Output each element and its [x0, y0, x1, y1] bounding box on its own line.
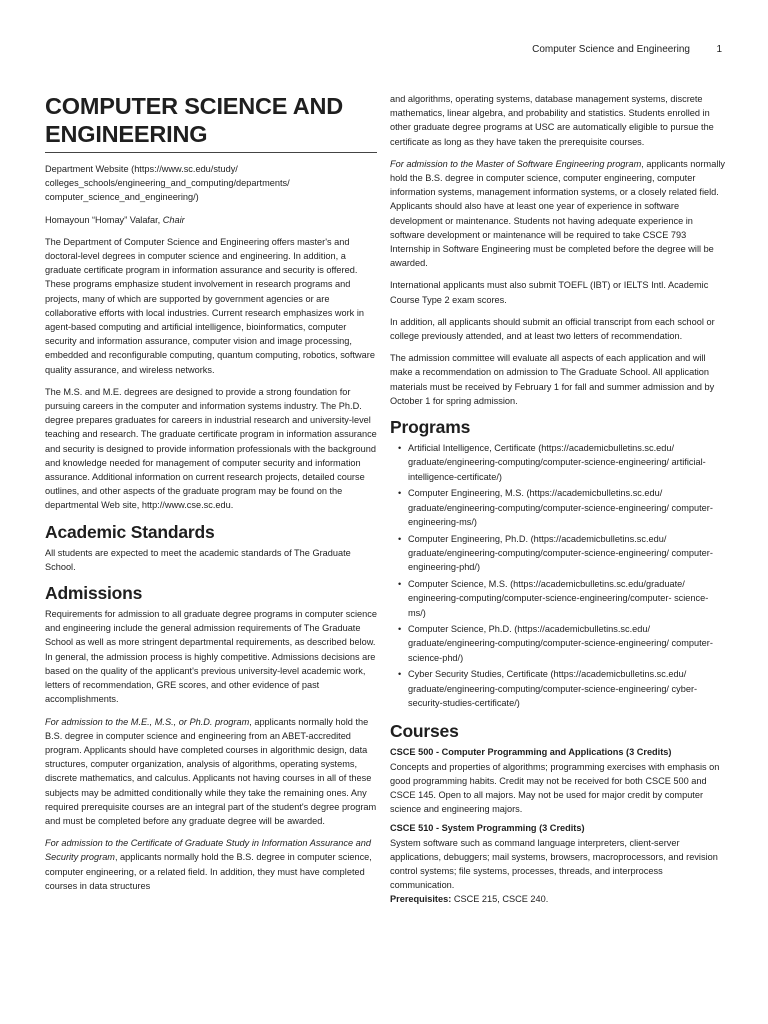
committee-paragraph: The admission committee will evaluate all aspects of each application and will make a recommendation on admission to The Graduate School. All application materials must be received by February 1 for fall and summer admission and by October 1 for spring admission. [390, 353, 715, 406]
page-number: 1 [716, 44, 722, 55]
bullet-icon: • [398, 533, 402, 544]
international-paragraph: International applicants must also submit TOEFL (IBT) or IELTS Intl. Academic Course Type 2 exam scores. [390, 280, 709, 305]
academic-standards-heading: Academic Standards [45, 521, 215, 542]
chair-line: Homayoun “Homay” Valafar, Chair [45, 214, 185, 225]
programs-list [390, 441, 725, 710]
department-website-link[interactable]: Department Website (https://www.sc.edu/study/ colleges_schools/engineering_and_computing/departments/ computer_science_and_engineering/) [45, 164, 290, 203]
prerequisites-line: Prerequisites: CSCE 215, CSCE 240. [390, 894, 549, 905]
running-title: Computer Science and Engineering [532, 44, 690, 55]
bullet-icon: • [398, 443, 402, 454]
admissions-paragraph-1: Requirements for admission to all graduate degree programs in computer science and engineering include the general admission requirements of The Graduate School as well as more stringent departmental requirements, as described below. In general, the admission process is highly competitive. Admissions decisions are based on the quality of the applicant's previous university-level academic work, letters of recommendation, GRE scores, and other evidence of past accomplishments. [45, 609, 377, 705]
list-item[interactable]: • Artificial Intelligence, Certificate (https://academicbulletins.sc.edu/ graduate/engineering-computing/computer-science-engineering/ artificial-intelligence-certificate/) [398, 443, 706, 482]
page-header [0, 41, 768, 59]
programs-heading: Programs [390, 417, 471, 438]
list-item[interactable]: • Computer Engineering, M.S. (https://academicbulletins.sc.edu/ graduate/engineering-computing/computer-science-engineering/ computer-engineering-ms/) [398, 488, 713, 528]
courses-heading: Courses [390, 721, 459, 742]
list-item[interactable]: • Computer Science, Ph.D. (https://academicbulletins.sc.edu/ graduate/engineering-computing/computer-science-engineering/ computer-science-phd/) [398, 623, 713, 663]
admissions-paragraph-2: For admission to the M.E., M.S., or Ph.D. program, applicants normally hold the B.S. degree in computer science and engineering from an ABET-accredited program. Applicants should have completed courses in algorithmic design, data structures, computer organization, analysis of algorithms, operating systems, discrete mathematics, and calculus. Applicants not having courses in all of these subjects may be admitted conditionally while they take the remaining ones. Any required prerequisite courses are an integral part of the student's degree program and must be completed before any graduate degree will be awarded. [45, 716, 377, 826]
course-title-csce500: CSCE 500 - Computer Programming and Applications (3 Credits) [390, 747, 672, 758]
bullet-icon: • [398, 578, 402, 589]
course-desc-csce500: Concepts and properties of algorithms; programming exercises with emphasis on good programming habits. Credit may not be received for both CSCE 500 and CSCE 145. Open to all majors. May not be used for major credit by computer science and engineering majors. [390, 761, 720, 815]
certificate-continuation: and algorithms, operating systems, database management systems, discrete mathematics, linear algebra, and probability and statistics. Students enrolled in other graduate degree programs at USC are automatically eligible to pursue the certificate as long as they have taken the prerequisite courses. [390, 94, 714, 147]
intro-paragraph-1: The Department of Computer Science and Engineering offers master's and doctoral-level degrees in computer science and engineering. In addition, a graduate certificate program in information assurance and security is offered. These programs emphasize student involvement in research programs and projects, many of which are supported by government agencies or are collaborative efforts with local industries. Current research emphasizes work in agent-based computing and artificial intelligence, bioinformatics, computer security and information assurance, computer vision and image processing, embedded and reconfigurable computing, quantum computing, robotics, software quality assurance, and wireless networks. [45, 236, 375, 375]
page-title: COMPUTER SCIENCE AND ENGINEERING [45, 92, 377, 153]
left-column [45, 92, 377, 901]
list-item[interactable]: • Cyber Security Studies, Certificate (https://academicbulletins.sc.edu/ graduate/engineering-computing/computer-science-engineering/ cyber-security-studies-certificate/) [398, 669, 698, 708]
list-item[interactable]: • Computer Engineering, Ph.D. (https://academicbulletins.sc.edu/ graduate/engineering-computing/computer-science-engineering/ computer-engineering-phd/) [398, 533, 713, 573]
right-column [390, 92, 725, 907]
intro-paragraph-2: The M.S. and M.E. degrees are designed to provide a strong foundation for pursuing careers in the computer and information systems industry. The Ph.D. degree prepares graduates for careers in industrial research and university-level teaching and research. The graduate certificate program in information assurance and security is designed to provide information professionals with the background and knowledge needed for management of computer security and information assurance. Additional information on current research projects, detailed course outlines, and other aspects of the graduate program may be found on the departmental Web site, http://www.cse.sc.edu. [45, 386, 377, 511]
admissions-heading: Admissions [45, 583, 143, 604]
mse-admission-paragraph: For admission to the Master of Software Engineering program, applicants normally hold the B.S. degree in computer science, computer engineering, computer information systems, management information systems, or a closely related field. Applicants should also have at least one year of experience in software development or maintenance. Students not having adequate experience in software development or maintenance will be required to take CSCE 793 Internship in Software Engineering must be completed before the degree will be awarded. [390, 158, 725, 269]
academic-standards-text: All students are expected to meet the academic standards of The Graduate School. [45, 547, 351, 572]
bullet-icon: • [398, 669, 402, 680]
bullet-icon: • [398, 488, 402, 499]
admissions-paragraph-3: For admission to the Certificate of Graduate Study in Information Assurance and Security program, applicants normally hold the B.S. degree in computer science, computer engineering, or a related field. In addition, they must have completed courses in data structures [45, 838, 372, 891]
course-desc-csce510: System software such as command language interpreters, client-server applications, debuggers; mail systems, browsers, macroprocessors, and revision control systems; file systems, processes, threads, and interprocess communication. [390, 837, 718, 891]
course-title-csce510: CSCE 510 - System Programming (3 Credits) [390, 823, 585, 834]
bullet-icon: • [398, 623, 402, 634]
transcript-paragraph: In addition, all applicants should submit an official transcript from each school or college previously attended, and at least two letters of recommendation. [390, 316, 715, 342]
list-item[interactable]: • Computer Science, M.S. (https://academicbulletins.sc.edu/graduate/ engineering-computing/computer-science-engineering/computer- science-ms/) [398, 578, 709, 618]
